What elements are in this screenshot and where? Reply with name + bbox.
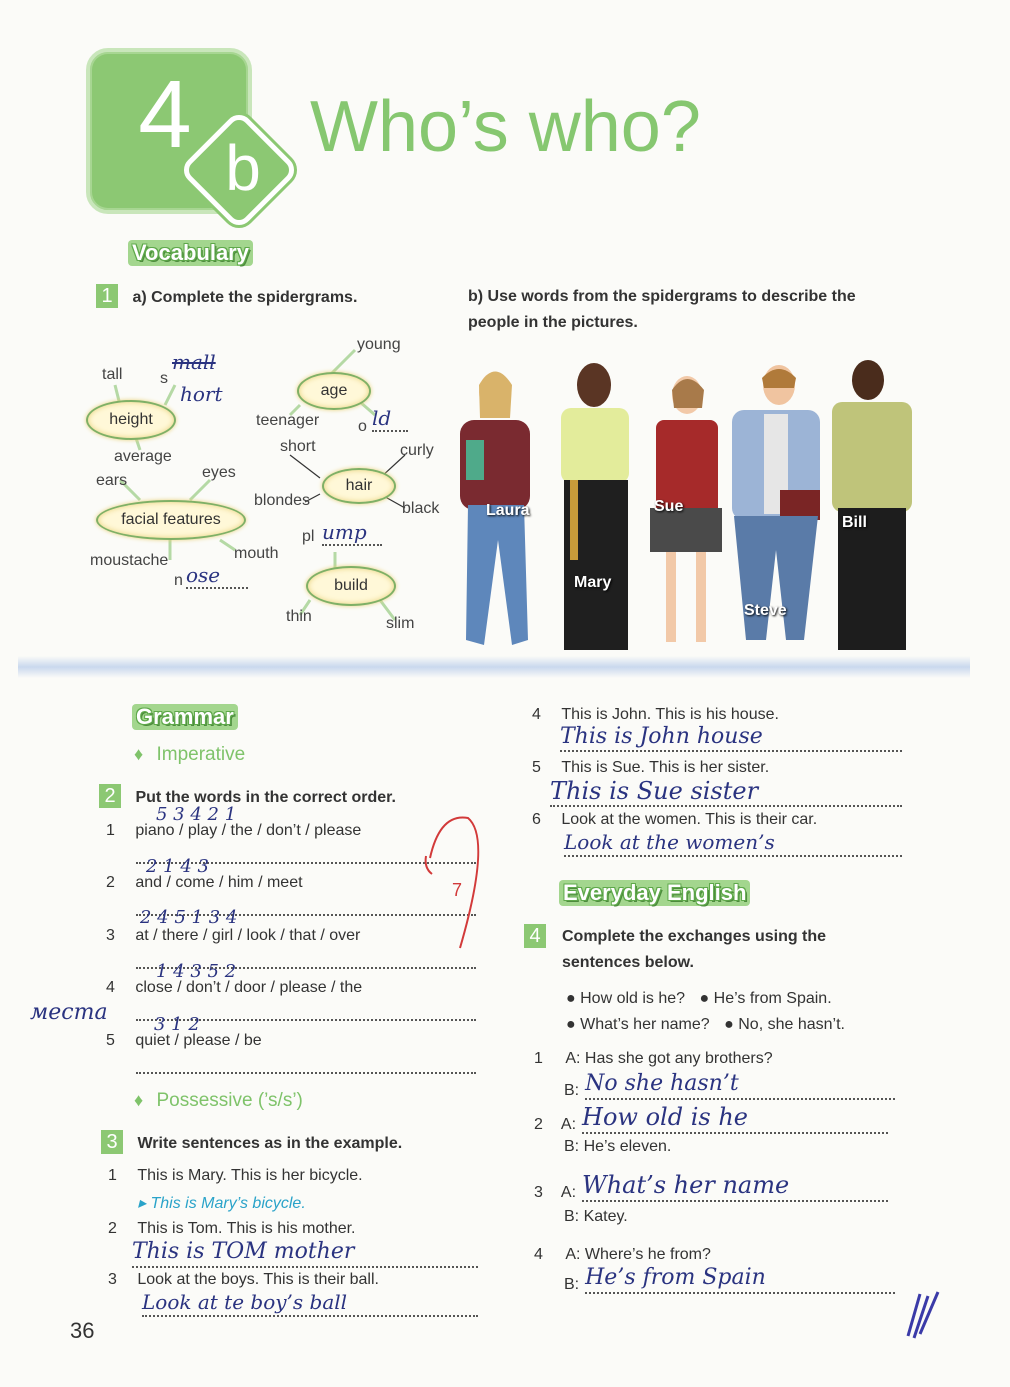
exercise-4-heading <box>524 924 546 948</box>
word-eyes: eyes <box>202 464 236 481</box>
exercise-4-title: Complete the exchanges using the sentences below. <box>562 928 827 971</box>
exchange-item <box>534 1050 904 1100</box>
word-teenager: teenager <box>256 412 320 429</box>
handwritten-answer: How old is he <box>582 1102 888 1134</box>
line-b: B: He’s eleven. <box>564 1138 672 1155</box>
word-slim: slim <box>386 615 415 632</box>
people-photo <box>424 340 914 660</box>
handwritten-answer: He’s from Spain <box>585 1264 895 1294</box>
grammar-label: Grammar <box>132 704 238 730</box>
exercise-3-item <box>108 1220 478 1268</box>
word-young: young <box>357 336 401 353</box>
item-number: 4 <box>106 979 115 996</box>
line-a: A: Where’s he from? <box>565 1246 711 1263</box>
word-mouth: mouth <box>234 545 279 562</box>
diamond-icon: ♦ <box>134 1090 144 1110</box>
exercise-3-heading <box>101 1130 402 1154</box>
exchange-item <box>534 1246 904 1294</box>
exercise-2-number: 2 <box>99 784 121 808</box>
spidergram-center-hair: hair <box>322 468 396 504</box>
exercise-3-item <box>532 811 902 857</box>
item-text: at / there / girl / look / that / over <box>135 927 361 944</box>
exercise-4-number: 4 <box>524 924 546 948</box>
line-b: B: <box>564 1082 580 1099</box>
section-separator <box>18 656 970 678</box>
bullet-icon: ● <box>566 1016 576 1033</box>
word-n-prefix: n <box>174 572 183 589</box>
item-number: 3 <box>106 927 115 944</box>
option: He’s from Spain. <box>713 990 832 1007</box>
order-marks: 1 4 3 5 2 <box>156 961 237 982</box>
person-label-bill: Bill <box>842 514 867 531</box>
item-number: 4 <box>534 1246 543 1263</box>
line-a-row <box>534 1170 904 1202</box>
person-label-mary: Mary <box>574 574 612 591</box>
handwritten-answer: What’s her name <box>582 1170 888 1202</box>
item-number: 1 <box>106 822 115 839</box>
item-number: 6 <box>532 811 541 828</box>
exercise-2-item <box>106 1014 476 1074</box>
word-curly: curly <box>400 442 434 459</box>
option-row-1 <box>566 990 832 1008</box>
line-a: A: Has she got any brothers? <box>565 1050 773 1067</box>
handwritten-o-answer: ld <box>372 406 408 432</box>
vocabulary-label: Vocabulary <box>128 240 253 266</box>
bullet-icon: ● <box>724 1016 734 1033</box>
item-text: close / don’t / door / please / the <box>135 979 363 996</box>
exchange-item <box>534 1102 904 1156</box>
person-label-steve: Steve <box>744 602 787 619</box>
line-b-row <box>564 1264 904 1294</box>
item-number: 5 <box>106 1032 115 1049</box>
handwritten-pl-answer: ump <box>322 520 382 546</box>
item-text: and / come / him / meet <box>135 874 303 891</box>
exercise-1-number: 1 <box>96 284 118 308</box>
item-text: This is Sue. This is her sister. <box>561 759 770 776</box>
unit-letter: b <box>225 132 261 204</box>
exercise-1b-title: b) Use words from the spidergrams to describe the people in the pictures. <box>468 288 856 331</box>
item-text: This is Mary. This is her bicycle. <box>137 1167 363 1184</box>
exercise-3-number: 3 <box>101 1130 123 1154</box>
line-b: B: <box>564 1276 580 1293</box>
imperative-label: Imperative <box>156 744 246 765</box>
exercise-2-title: Put the words in the correct order. <box>135 789 396 806</box>
word-o-prefix: o <box>358 418 367 435</box>
spidergram-center-build: build <box>306 566 396 606</box>
exercise-2-heading <box>99 784 396 808</box>
line-b-row <box>564 1070 904 1100</box>
diamond-icon: ♦ <box>134 744 144 764</box>
person-label-laura: Laura <box>486 502 530 519</box>
handwritten-answer: Look at te boy’s ball <box>142 1289 478 1317</box>
item-text: piano / play / the / don’t / please <box>135 822 362 839</box>
item-text: Look at the boys. This is their ball. <box>137 1271 379 1288</box>
exercise-3-title: Write sentences as in the example. <box>137 1135 403 1152</box>
line-b: B: Katey. <box>564 1208 628 1225</box>
unit-number: 4 <box>138 61 192 168</box>
handwritten-answer: No she hasn’t <box>585 1070 895 1100</box>
example-answer: ▸ This is Mary’s bicycle. <box>138 1195 306 1212</box>
spidergram-center-height: height <box>86 400 176 440</box>
item-number: 5 <box>532 759 541 776</box>
order-marks: 2 1 4 3 <box>146 856 209 877</box>
item-number: 1 <box>534 1050 543 1067</box>
exercise-3-item <box>108 1167 478 1213</box>
item-number: 2 <box>108 1220 117 1237</box>
item-number: 1 <box>108 1167 117 1184</box>
item-number: 3 <box>534 1184 543 1201</box>
word-s-prefix: s <box>160 370 168 387</box>
item-number: 3 <box>108 1271 117 1288</box>
handwritten-answer: This is John house <box>560 724 902 752</box>
spidergram-center-facial-features: facial features <box>96 500 246 540</box>
bullet-icon: ● <box>699 990 710 1007</box>
line-a: A: <box>560 1116 577 1133</box>
word-black: black <box>402 500 440 517</box>
bullet-icon: ● <box>566 990 576 1007</box>
possessive-heading <box>134 1090 303 1112</box>
handwritten-answer: This is Sue sister <box>550 777 902 807</box>
order-marks: 5 3 4 2 1 <box>156 804 237 825</box>
word-short: short <box>280 438 316 455</box>
person-label-sue: Sue <box>654 498 684 515</box>
spidergram-center-age: age <box>297 372 371 410</box>
word-ears: ears <box>96 472 128 489</box>
item-number: 2 <box>534 1116 543 1133</box>
exercise-3-item <box>108 1271 478 1317</box>
margin-note: места <box>30 1000 108 1025</box>
option: What’s her name? <box>580 1016 710 1033</box>
exercise-1a-title: a) Complete the spidergrams. <box>132 289 358 306</box>
exercise-1-heading <box>96 284 357 308</box>
order-marks: 3 1 2 <box>154 1014 200 1035</box>
word-average: average <box>114 448 172 465</box>
item-number: 2 <box>106 874 115 891</box>
everyday-english-label: Everyday English <box>559 880 750 906</box>
handwritten-answer: This is TOM mother <box>132 1238 478 1268</box>
imperative-heading <box>134 744 245 766</box>
word-tall: tall <box>102 366 123 383</box>
order-marks: 2 4 5 1 3 4 <box>140 907 238 928</box>
exercise-3-item <box>532 759 902 807</box>
option-row-2 <box>566 1016 845 1034</box>
word-blondes: blondes <box>254 492 311 509</box>
option: How old is he? <box>580 990 686 1007</box>
item-number: 4 <box>532 706 541 723</box>
line-a-row <box>534 1102 904 1134</box>
item-text: This is John. This is his house. <box>561 706 779 723</box>
page-number: 36 <box>70 1318 95 1343</box>
exercise-3-item <box>532 706 902 752</box>
handwritten-s-answer: mall <box>172 350 216 374</box>
page-title: Who’s who? <box>310 87 701 167</box>
exchange-item <box>534 1170 904 1226</box>
option: No, she hasn’t. <box>738 1016 845 1033</box>
check-scribble-icon <box>900 1284 950 1344</box>
possessive-label: Possessive (’s/s’) <box>156 1090 303 1111</box>
grade-value: 7 <box>452 880 463 900</box>
handwritten-answer: Look at the women’s <box>564 829 902 857</box>
item-text: Look at the women. This is their car. <box>561 811 818 828</box>
item-text: This is Tom. This is his mother. <box>137 1220 356 1237</box>
handwritten-s-answer-2: hort <box>180 382 223 406</box>
item-text: quiet / please / be <box>135 1032 262 1049</box>
line-a: A: <box>560 1184 577 1201</box>
word-thin: thin <box>286 608 312 625</box>
word-moustache: moustache <box>90 552 169 569</box>
answer-line <box>136 1068 476 1074</box>
word-pl-prefix: pl <box>302 528 315 545</box>
handwritten-n-answer: ose <box>186 563 248 589</box>
